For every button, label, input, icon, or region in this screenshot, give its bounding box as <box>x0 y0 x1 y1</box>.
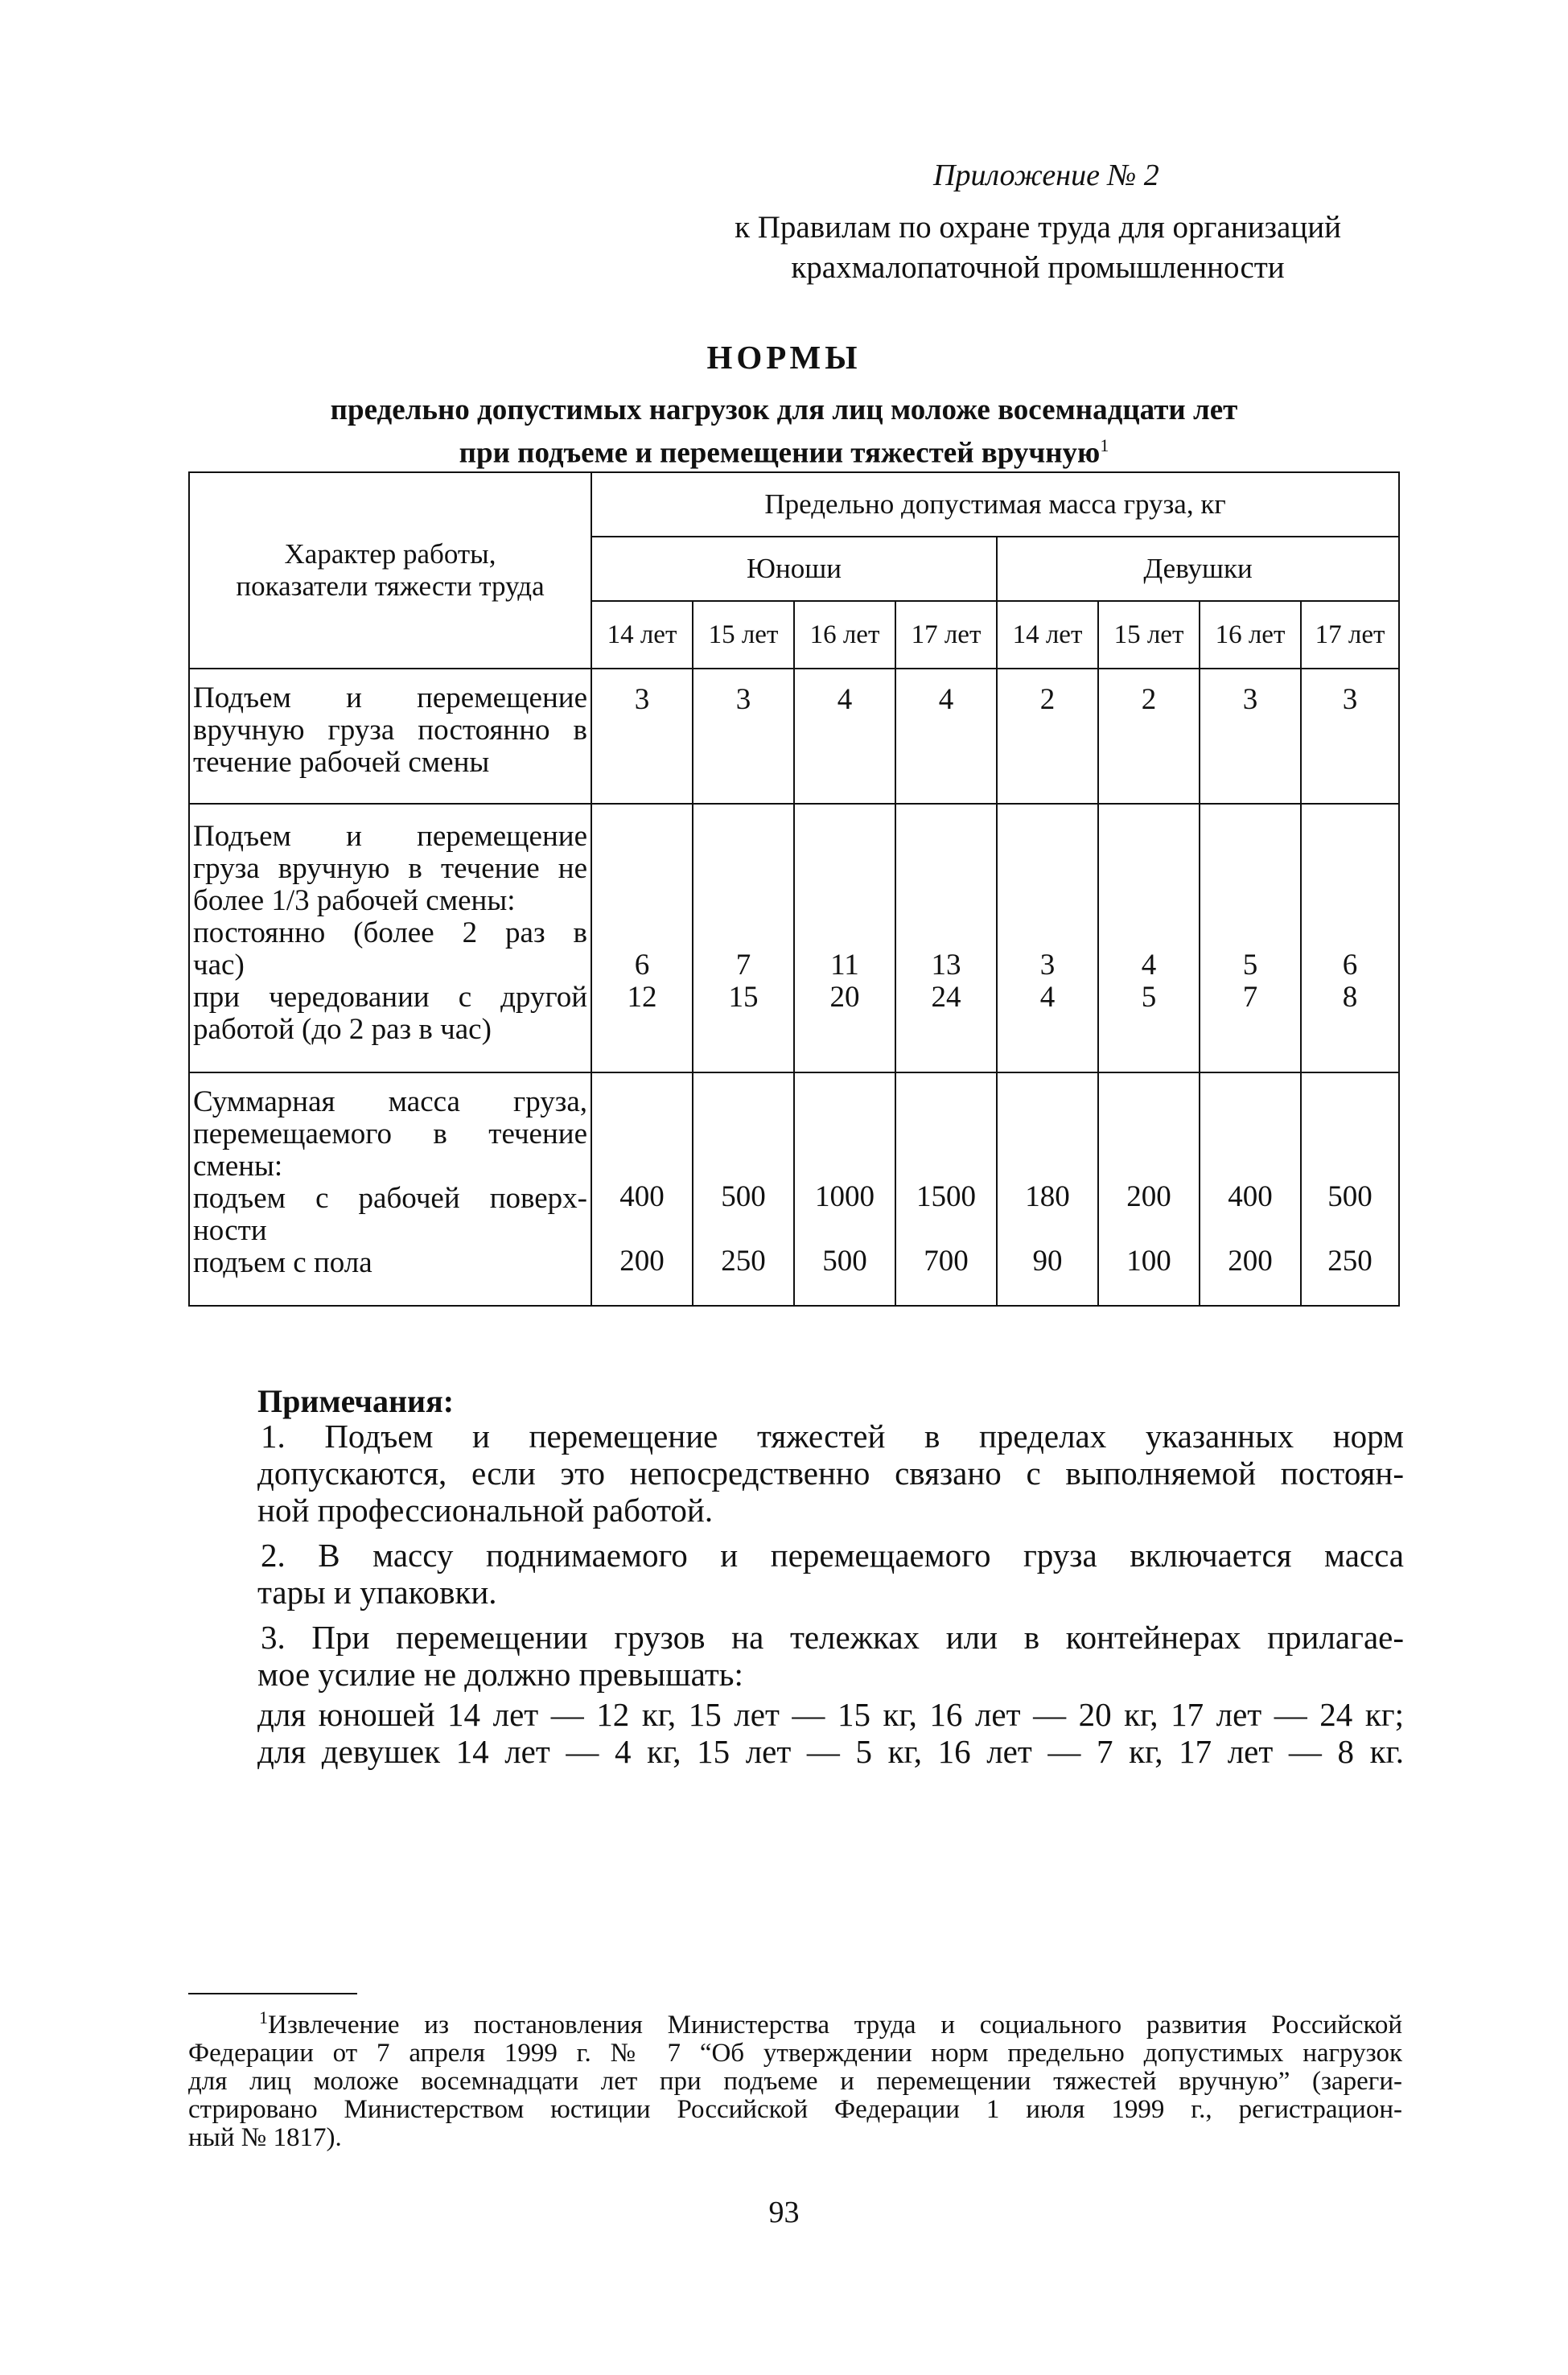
value-alternating: 24 <box>931 981 961 1014</box>
work-type-header-line1: Характер работы, <box>284 538 496 570</box>
value-cell <box>1301 1072 1399 1306</box>
subtitle-line2-text: при подъеме и перемещении тяжестей вручную <box>459 436 1101 470</box>
note-1-line3: ной профессиональной работой. <box>257 1492 714 1529</box>
value-cell: 4 <box>794 669 895 804</box>
footnote-ref: 1 <box>1100 435 1109 455</box>
row-description <box>189 669 591 804</box>
footnote-line3: для лиц моложе восемнадцати лет при подъеме и перемещении тяжестей вручную” (зареги- <box>188 2067 1402 2096</box>
value-cell: 4 <box>895 669 997 804</box>
value-cell <box>591 804 693 1072</box>
value-floor: 100 <box>1126 1245 1171 1278</box>
footnote-line2: Федерации от 7 апреля 1999 г. № 7 “Об утверждении норм предельно допустимых нагрузок <box>188 2039 1402 2068</box>
age-header: 15 лет <box>693 601 794 669</box>
subtitle-line1: предельно допустимых нагрузок для лиц моложе восемнадцати лет <box>330 393 1238 426</box>
desc-line: ности <box>193 1214 267 1247</box>
age-header: 17 лет <box>895 601 997 669</box>
value-alternating: 4 <box>1039 981 1056 1014</box>
value-cell: 3 <box>1301 669 1399 804</box>
norms-table <box>188 471 1400 1307</box>
subtitle-line2 <box>161 428 1407 471</box>
value-cell <box>997 1072 1098 1306</box>
value-alternating: 5 <box>1141 981 1157 1014</box>
desc-line: постоянно (более 2 раз в <box>193 916 587 949</box>
appendix-reference <box>668 208 1408 288</box>
desc-line: Суммарная масса груза, <box>193 1085 587 1118</box>
work-type-header <box>189 472 591 669</box>
value-cell: 3 <box>693 669 794 804</box>
note-3-line1: 3. При перемещении грузов на тележках или в контейнерах прилагае- <box>261 1619 1404 1656</box>
value-cell <box>1200 804 1301 1072</box>
boys-header: Юноши <box>591 537 997 601</box>
note-3-line2: мое усилие не должно превышать: <box>257 1656 743 1693</box>
footnote-line5: ный № 1817). <box>188 2123 342 2152</box>
value-alternating: 20 <box>829 981 860 1014</box>
value-constant: 6 <box>1342 949 1358 982</box>
value-alternating: 15 <box>728 981 759 1014</box>
value-cell <box>591 1072 693 1306</box>
value-surface: 1500 <box>916 1180 976 1213</box>
value-cell: 2 <box>1098 669 1200 804</box>
document-title: НОРМЫ <box>706 339 862 376</box>
appendix-reference-line2: крахмалопаточной промышленности <box>791 250 1285 285</box>
footnote-mark: 1 <box>259 2007 268 2027</box>
work-type-header-line2: показатели тяжести труда <box>236 570 545 602</box>
value-floor: 200 <box>1228 1245 1273 1278</box>
desc-line: час) <box>193 949 245 982</box>
desc-line: Подъем и перемещение <box>193 681 587 714</box>
desc-line: подъем с пола <box>193 1246 372 1279</box>
row-description <box>189 1072 591 1306</box>
age-header: 17 лет <box>1301 601 1399 669</box>
footnote-divider <box>188 1993 357 1994</box>
value-cell <box>794 804 895 1072</box>
value-cell: 3 <box>1200 669 1301 804</box>
value-constant: 11 <box>830 949 859 982</box>
value-cell <box>895 1072 997 1306</box>
notes-title: Примечания: <box>257 1383 455 1419</box>
value-constant: 6 <box>634 949 650 982</box>
desc-line: Подъем и перемещение <box>193 820 587 853</box>
value-surface: 180 <box>1025 1180 1070 1213</box>
age-header: 16 лет <box>794 601 895 669</box>
page-number: 93 <box>768 2196 800 2229</box>
note-1-line2: допускаются, если это непосредственно связано с выполняемой постоян- <box>257 1455 1404 1492</box>
note-2 <box>257 1537 1404 1611</box>
value-cell <box>895 804 997 1072</box>
note-2-line2: тары и упаковки. <box>257 1574 497 1611</box>
desc-line: подъем с рабочей поверх- <box>193 1182 587 1215</box>
note-1-line1: 1. Подъем и перемещение тяжестей в пределах указанных норм <box>261 1418 1404 1455</box>
value-cell <box>997 804 1098 1072</box>
value-surface: 500 <box>721 1180 766 1213</box>
note-3-line3: для юношей 14 лет — 12 кг, 15 лет — 15 кг, 16 лет — 20 кг, 17 лет — 24 кг; <box>257 1696 1404 1733</box>
footnote-line1 <box>188 2003 1402 2040</box>
footnote-line1-text: Извлечение из постановления Министерства труда и социального развития Российской <box>268 2011 1402 2040</box>
value-surface: 400 <box>619 1180 665 1213</box>
value-constant: 4 <box>1141 949 1157 982</box>
age-header: 15 лет <box>1098 601 1200 669</box>
value-floor: 200 <box>619 1245 665 1278</box>
value-constant: 7 <box>735 949 751 982</box>
appendix-number: Приложение № 2 <box>933 158 1159 192</box>
value-floor: 500 <box>822 1245 867 1278</box>
age-header: 16 лет <box>1200 601 1301 669</box>
value-surface: 200 <box>1126 1180 1171 1213</box>
value-constant: 13 <box>931 949 961 982</box>
row-description <box>189 804 591 1072</box>
footnote <box>188 2003 1402 2152</box>
desc-line: смены: <box>193 1150 283 1183</box>
value-alternating: 7 <box>1242 981 1258 1014</box>
desc-line: течение рабочей смены <box>193 746 490 779</box>
desc-line: при чередовании с другой <box>193 981 587 1014</box>
desc-line: более 1/3 рабочей смены: <box>193 884 516 917</box>
value-floor: 250 <box>721 1245 766 1278</box>
value-surface: 1000 <box>815 1180 875 1213</box>
value-surface: 400 <box>1228 1180 1273 1213</box>
desc-line: груза вручную в течение не <box>193 852 587 885</box>
value-constant: 3 <box>1039 949 1056 982</box>
age-header: 14 лет <box>997 601 1098 669</box>
value-cell: 3 <box>591 669 693 804</box>
value-floor: 700 <box>924 1245 969 1278</box>
value-cell <box>693 1072 794 1306</box>
value-constant: 5 <box>1242 949 1258 982</box>
value-floor: 250 <box>1327 1245 1373 1278</box>
table-row <box>189 804 1399 1072</box>
document-subtitle <box>161 393 1407 471</box>
value-cell <box>1301 804 1399 1072</box>
value-cell: 2 <box>997 669 1098 804</box>
note-3-line4: для девушек 14 лет — 4 кг, 15 лет — 5 кг, 16 лет — 7 кг, 17 лет — 8 кг. <box>257 1733 1404 1770</box>
desc-line: перемещаемого в течение <box>193 1118 587 1150</box>
value-alternating: 8 <box>1342 981 1358 1014</box>
value-cell <box>794 1072 895 1306</box>
appendix-reference-line1: к Правилам по охране труда для организаций <box>735 210 1341 245</box>
age-header: 14 лет <box>591 601 693 669</box>
value-cell <box>1098 804 1200 1072</box>
footnote-line4: стрировано Министерством юстиции Российской Федерации 1 июля 1999 г., регистрацион- <box>188 2095 1402 2124</box>
value-cell <box>1200 1072 1301 1306</box>
note-2-line1: 2. В массу поднимаемого и перемещаемого груза включается масса <box>261 1537 1404 1574</box>
mass-header: Предельно допустимая масса груза, кг <box>591 472 1399 537</box>
value-surface: 500 <box>1327 1180 1373 1213</box>
table-row <box>189 1072 1399 1306</box>
desc-line: вручную груза постоянно в <box>193 714 587 747</box>
note-1 <box>257 1418 1404 1529</box>
table-row <box>189 669 1399 804</box>
value-cell <box>1098 1072 1200 1306</box>
girls-header: Девушки <box>997 537 1399 601</box>
value-alternating: 12 <box>627 981 657 1014</box>
value-cell <box>693 804 794 1072</box>
note-3 <box>257 1619 1404 1770</box>
desc-line: работой (до 2 раз в час) <box>193 1013 492 1046</box>
value-floor: 90 <box>1032 1245 1063 1278</box>
